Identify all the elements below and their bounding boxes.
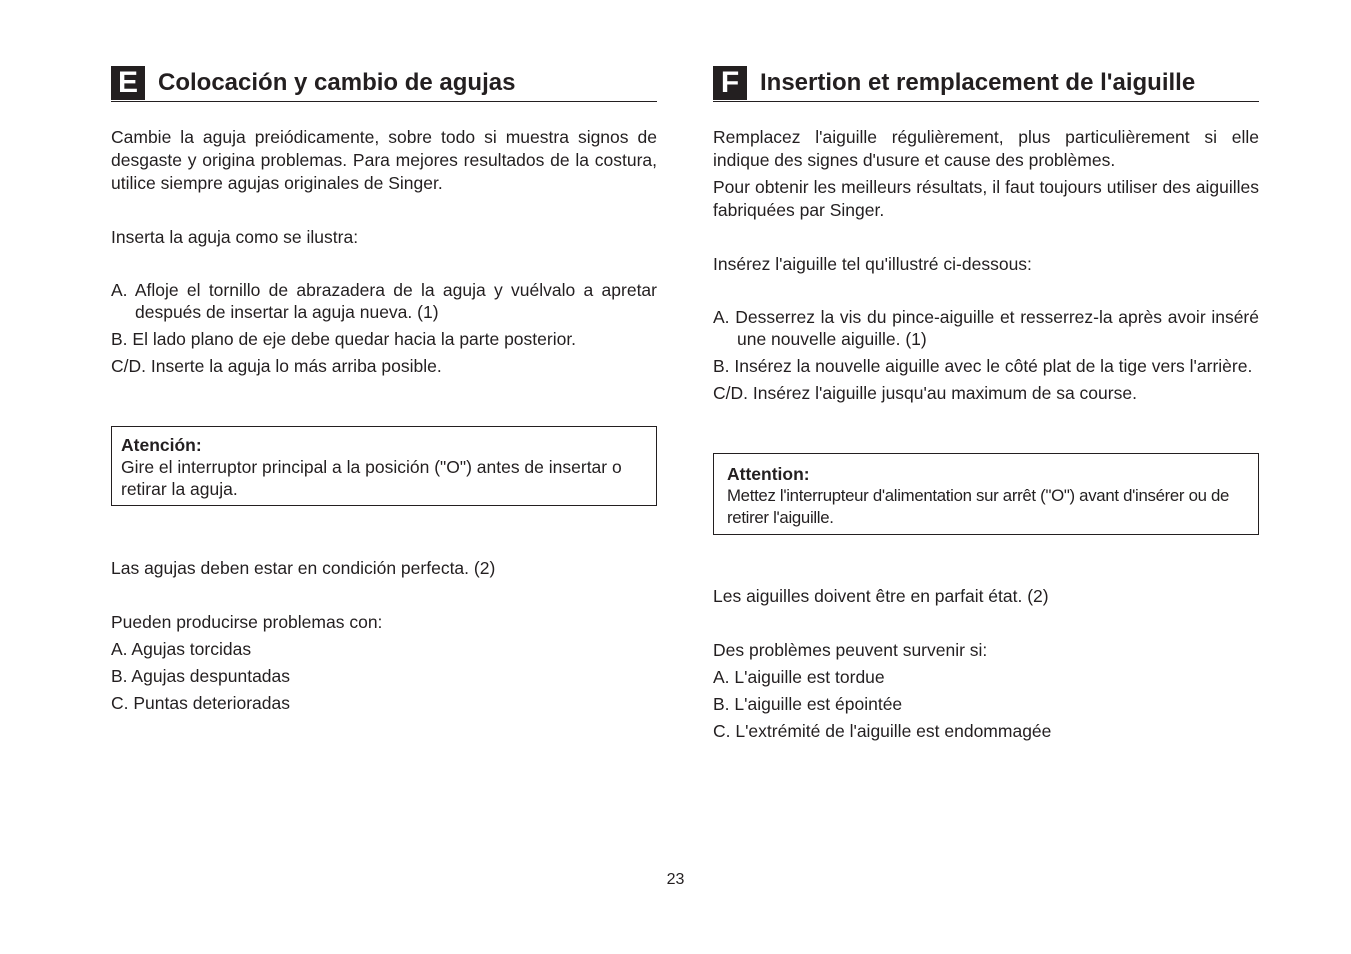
french-section [713,66,1259,747]
problem-a: A. L'aiguille est tordue [713,667,885,687]
section-title: Colocación y cambio de agujas [158,69,516,96]
warning-text: Gire el interruptor principal a la posición ("O") antes de insertar o retirar la aguja. [121,457,622,499]
needle-condition-text: Les aiguilles doivent être en parfait état. (2) [713,586,1049,606]
warning-notice [713,453,1259,535]
section-heading-french [713,66,1259,102]
step-b: B. Insérez la nouvelle aiguille avec le côté plat de la tige vers l'arrière. [713,356,1253,376]
insert-instruction: Insérez l'aiguille tel qu'illustré ci-dessous: [713,254,1032,274]
language-badge-e: E [111,66,145,100]
problems-intro: Des problèmes peuvent survenir si: [713,640,988,660]
warning-notice [111,426,657,506]
page-number: 23 [666,871,685,888]
step-a: A. Desserrez la vis du pince-aiguille et resserrez-la après avoir inséré une nouvelle aiguille. (1) [713,307,1259,349]
problem-b: B. L'aiguille est épointée [713,694,903,714]
intro-paragraph-2: Pour obtenir les meilleurs résultats, il faut toujours utiliser des aiguilles fabriquées par Singer. [713,177,1259,220]
warning-title: Attention: [727,464,810,484]
problem-c: C. L'extrémité de l'aiguille est endommagée [713,721,1052,741]
insert-instruction: Inserta la aguja como se ilustra: [111,227,359,247]
problem-b: B. Agujas despuntadas [111,666,291,686]
step-cd: C/D. Insérez l'aiguille jusqu'au maximum de sa course. [713,383,1137,403]
step-b: B. El lado plano de eje debe quedar hacia la parte posterior. [111,329,577,349]
language-badge-f: F [713,66,747,100]
warning-title: Atención: [121,435,202,455]
intro-paragraph: Remplacez l'aiguille régulièrement, plus particulièrement si elle indique des signes d'usure et cause des problèmes. [713,127,1259,170]
warning-text: Mettez l'interrupteur d'alimentation sur arrêt ("O") avant d'insérer ou de retirer l'aiguille. [727,486,1230,527]
step-cd: C/D. Inserte la aguja lo más arriba posible. [111,356,442,376]
spanish-section [111,66,657,719]
problems-intro: Pueden producirse problemas con: [111,612,383,632]
section-heading-spanish [111,66,657,102]
problem-a: A. Agujas torcidas [111,639,252,659]
intro-paragraph: Cambie la aguja preiódicamente, sobre todo si muestra signos de desgaste y origina problemas. Para mejores resultados de la costura, utilice siempre agujas originales de Singer. [111,127,657,193]
needle-condition-text: Las agujas deben estar en condición perfecta. (2) [111,558,496,578]
problem-c: C. Puntas deterioradas [111,693,290,713]
step-a: A. Afloje el tornillo de abrazadera de la aguja y vuélvalo a apretar después de insertar la aguja nueva. (1) [111,280,657,322]
section-title: Insertion et remplacement de l'aiguille [760,69,1196,96]
